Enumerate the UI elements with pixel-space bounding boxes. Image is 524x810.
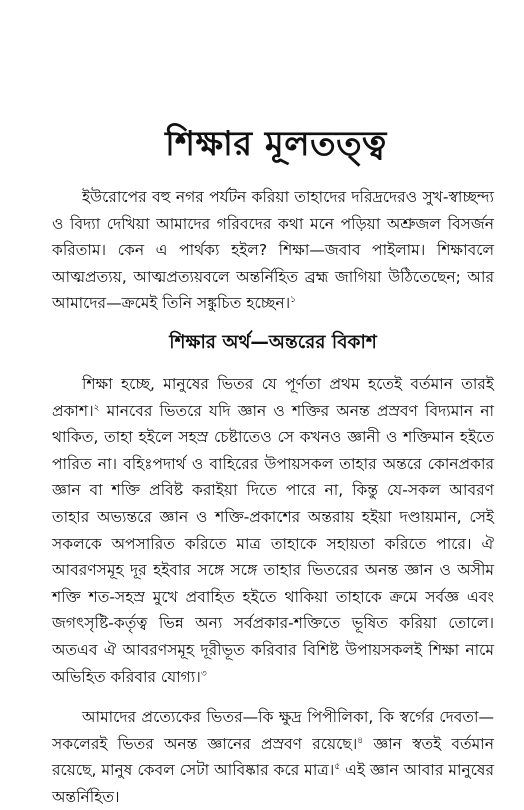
paragraph-1-text: ইউরোপের বহু নগর পর্যটন করিয়া তাহাদের দরিদ্রদেরও সুখ-স্বাচ্ছন্দ্য ও বিদ্যা দেখিয়া আমাদের গরিবদের কথা মনে পড়িয়া অশ্রুজল বিসর্জন করিতাম। কেন এ পার্থক্য হইল? শিক্ষা—জবাব পাইলাম। শিক্ষাবলে আত্মপ্রত্যয়, আত্মপ্রত্যয়বলে অন্তর্নিহিত ব্রহ্ম জাগিয়া উঠিতেছেন; আর আমাদের—ক্রমেই তিনি সঙ্কুচিত হচ্ছেন। <box>52 188 494 313</box>
paragraph-3-text-a: আমাদের প্রত্যেকের ভিতর—কি ক্ষুদ্র পিপীলিকা, কি স্বর্গের দেবতা—সকলেরই ভিতর অনন্ত জ্ঞানের প্রস্রবণ রয়েছে। <box>52 708 494 753</box>
paragraph-1 <box>52 184 494 317</box>
footnote-marker: ২ <box>93 402 100 413</box>
footnote-marker: ১ <box>290 295 297 306</box>
paragraph-3-text-c: এই জ্ঞান আবার মানুষের অন্তর্নিহিত। <box>52 761 494 806</box>
footnote-marker: ৪ <box>357 735 364 746</box>
section-heading: শিক্ষার অর্থ—অন্তরের বিকাশ <box>169 331 377 353</box>
paragraph-3 <box>52 704 494 810</box>
paragraph-2 <box>52 371 494 690</box>
paragraph-2-text-b: মানবের ভিতরে যদি জ্ঞান ও শক্তির অনন্ত প্রস্রবণ বিদ্যমান না থাকিত, তাহা হইলে সহস্র চেষ্টাতেও সে কখনও জ্ঞানী ও শক্তিমান হইতে পারিত না। বহিঃপদার্থ ও বাহিরের উপায়সকল তাহার অন্তরে কোনপ্রকার জ্ঞান বা শক্তি প্রবিষ্ট করাইয়া দিতে পারে না, কিন্তু যে-সকল আবরণ তাহার অভ্যন্তরে জ্ঞান ও শক্তি-প্রকাশের অন্তরায় হইয়া দণ্ডায়মান, সেই সকলকে অপসারিত করিতে মাত্র তাহাকে সহায়তা করিতে পারে। ঐ আবরণসমূহ দূর হইবার সঙ্গে সঙ্গে তাহার ভিতরের অনন্ত জ্ঞান ও অসীম শক্তি শত-সহস্র মুখে প্রবাহিত হইতে থাকিয়া তাহাকে ক্রমে সর্বজ্ঞ এবং জগৎসৃষ্টি-কর্তৃত্ব ভিন্ন অন্য সর্বপ্রকার-শক্তিতে ভূষিত করিয়া তোলে। অতএব ঐ আবরণসমূহ দূরীভূত করিবার বিশিষ্ট উপায়সকলই শিক্ষা নামে অভিহিত করিবার যোগ্য। <box>52 401 494 686</box>
footnote-marker: ৫ <box>334 762 341 773</box>
chapter-title: শিক্ষার মূলতত্ত্ব <box>165 124 387 164</box>
footnote-marker: ৩ <box>200 668 207 679</box>
paragraph-3-text-b: জ্ঞান স্বতই বর্তমান রয়েছে, মানুষ কেবল সেটা আবিষ্কার করে মাত্র। <box>52 734 494 780</box>
paragraph-2-text-a: শিক্ষা হচ্ছে, মানুষের ভিতর যে পূর্ণতা প্রথম হতেই বর্তমান তারই প্রকাশ। <box>52 374 494 420</box>
